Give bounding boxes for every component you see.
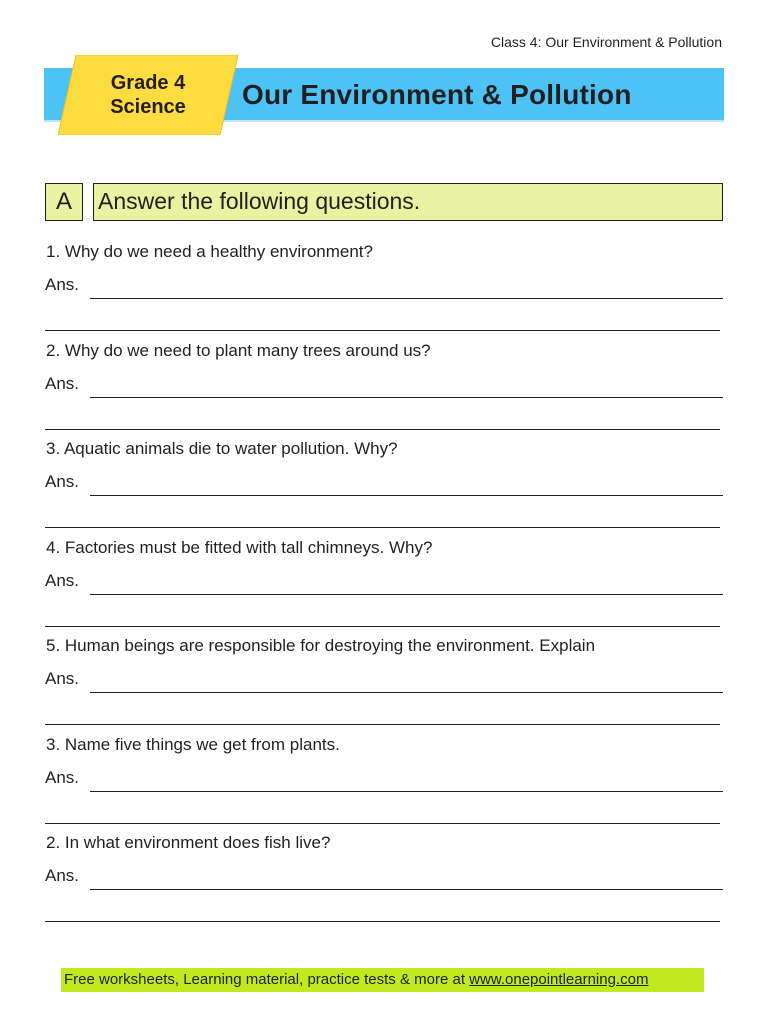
section-letter: A [45, 183, 83, 221]
question-text: 1. Why do we need a healthy environment? [46, 242, 373, 261]
question-block [45, 538, 723, 628]
question-block [45, 833, 723, 923]
answer-line[interactable] [90, 495, 723, 496]
page-caption: Class 4: Our Environment & Pollution [490, 34, 722, 50]
grade-label [58, 71, 238, 119]
answer-label: Ans. [45, 866, 80, 885]
question-text: 3. Aquatic animals die to water pollution. Why? [46, 439, 398, 458]
question-text: 2. In what environment does fish live? [46, 833, 331, 852]
subject-line: Science [110, 96, 186, 118]
question-block [45, 636, 723, 726]
answer-line[interactable] [90, 889, 723, 890]
answer-line[interactable] [90, 594, 723, 595]
answer-label: Ans. [45, 472, 80, 491]
question-text: 5. Human beings are responsible for destroying the environment. Explain [46, 636, 596, 655]
answer-label: Ans. [45, 669, 80, 688]
answer-label: Ans. [45, 374, 80, 393]
answer-line[interactable] [45, 429, 720, 430]
answer-label: Ans. [45, 768, 80, 787]
answer-line[interactable] [45, 823, 720, 824]
answer-label: Ans. [45, 571, 80, 590]
answer-label: Ans. [45, 275, 80, 294]
answer-line[interactable] [45, 921, 720, 922]
footer-banner [61, 968, 704, 992]
question-block [45, 439, 723, 529]
answer-line[interactable] [90, 791, 723, 792]
question-text: 3. Name five things we get from plants. [46, 735, 340, 754]
question-block [45, 242, 723, 332]
answer-line[interactable] [45, 724, 720, 725]
question-text: 4. Factories must be fitted with tall chimneys. Why? [46, 538, 433, 557]
footer-text: Free worksheets, Learning material, practice tests & more at [64, 971, 470, 988]
question-block [45, 735, 723, 825]
question-block [45, 341, 723, 431]
grade-tag [58, 55, 238, 135]
answer-line[interactable] [90, 397, 723, 398]
answer-line[interactable] [90, 692, 723, 693]
answer-line[interactable] [45, 330, 720, 331]
question-text: 2. Why do we need to plant many trees around us? [46, 341, 431, 360]
grade-line: Grade 4 [110, 72, 186, 94]
answer-line[interactable] [90, 298, 723, 299]
worksheet-title: Our Environment & Pollution [242, 79, 632, 110]
section-title: Answer the following questions. [93, 183, 723, 221]
answer-line[interactable] [45, 527, 720, 528]
footer-link[interactable]: www.onepointlearning.com [469, 971, 649, 988]
answer-line[interactable] [45, 626, 720, 627]
